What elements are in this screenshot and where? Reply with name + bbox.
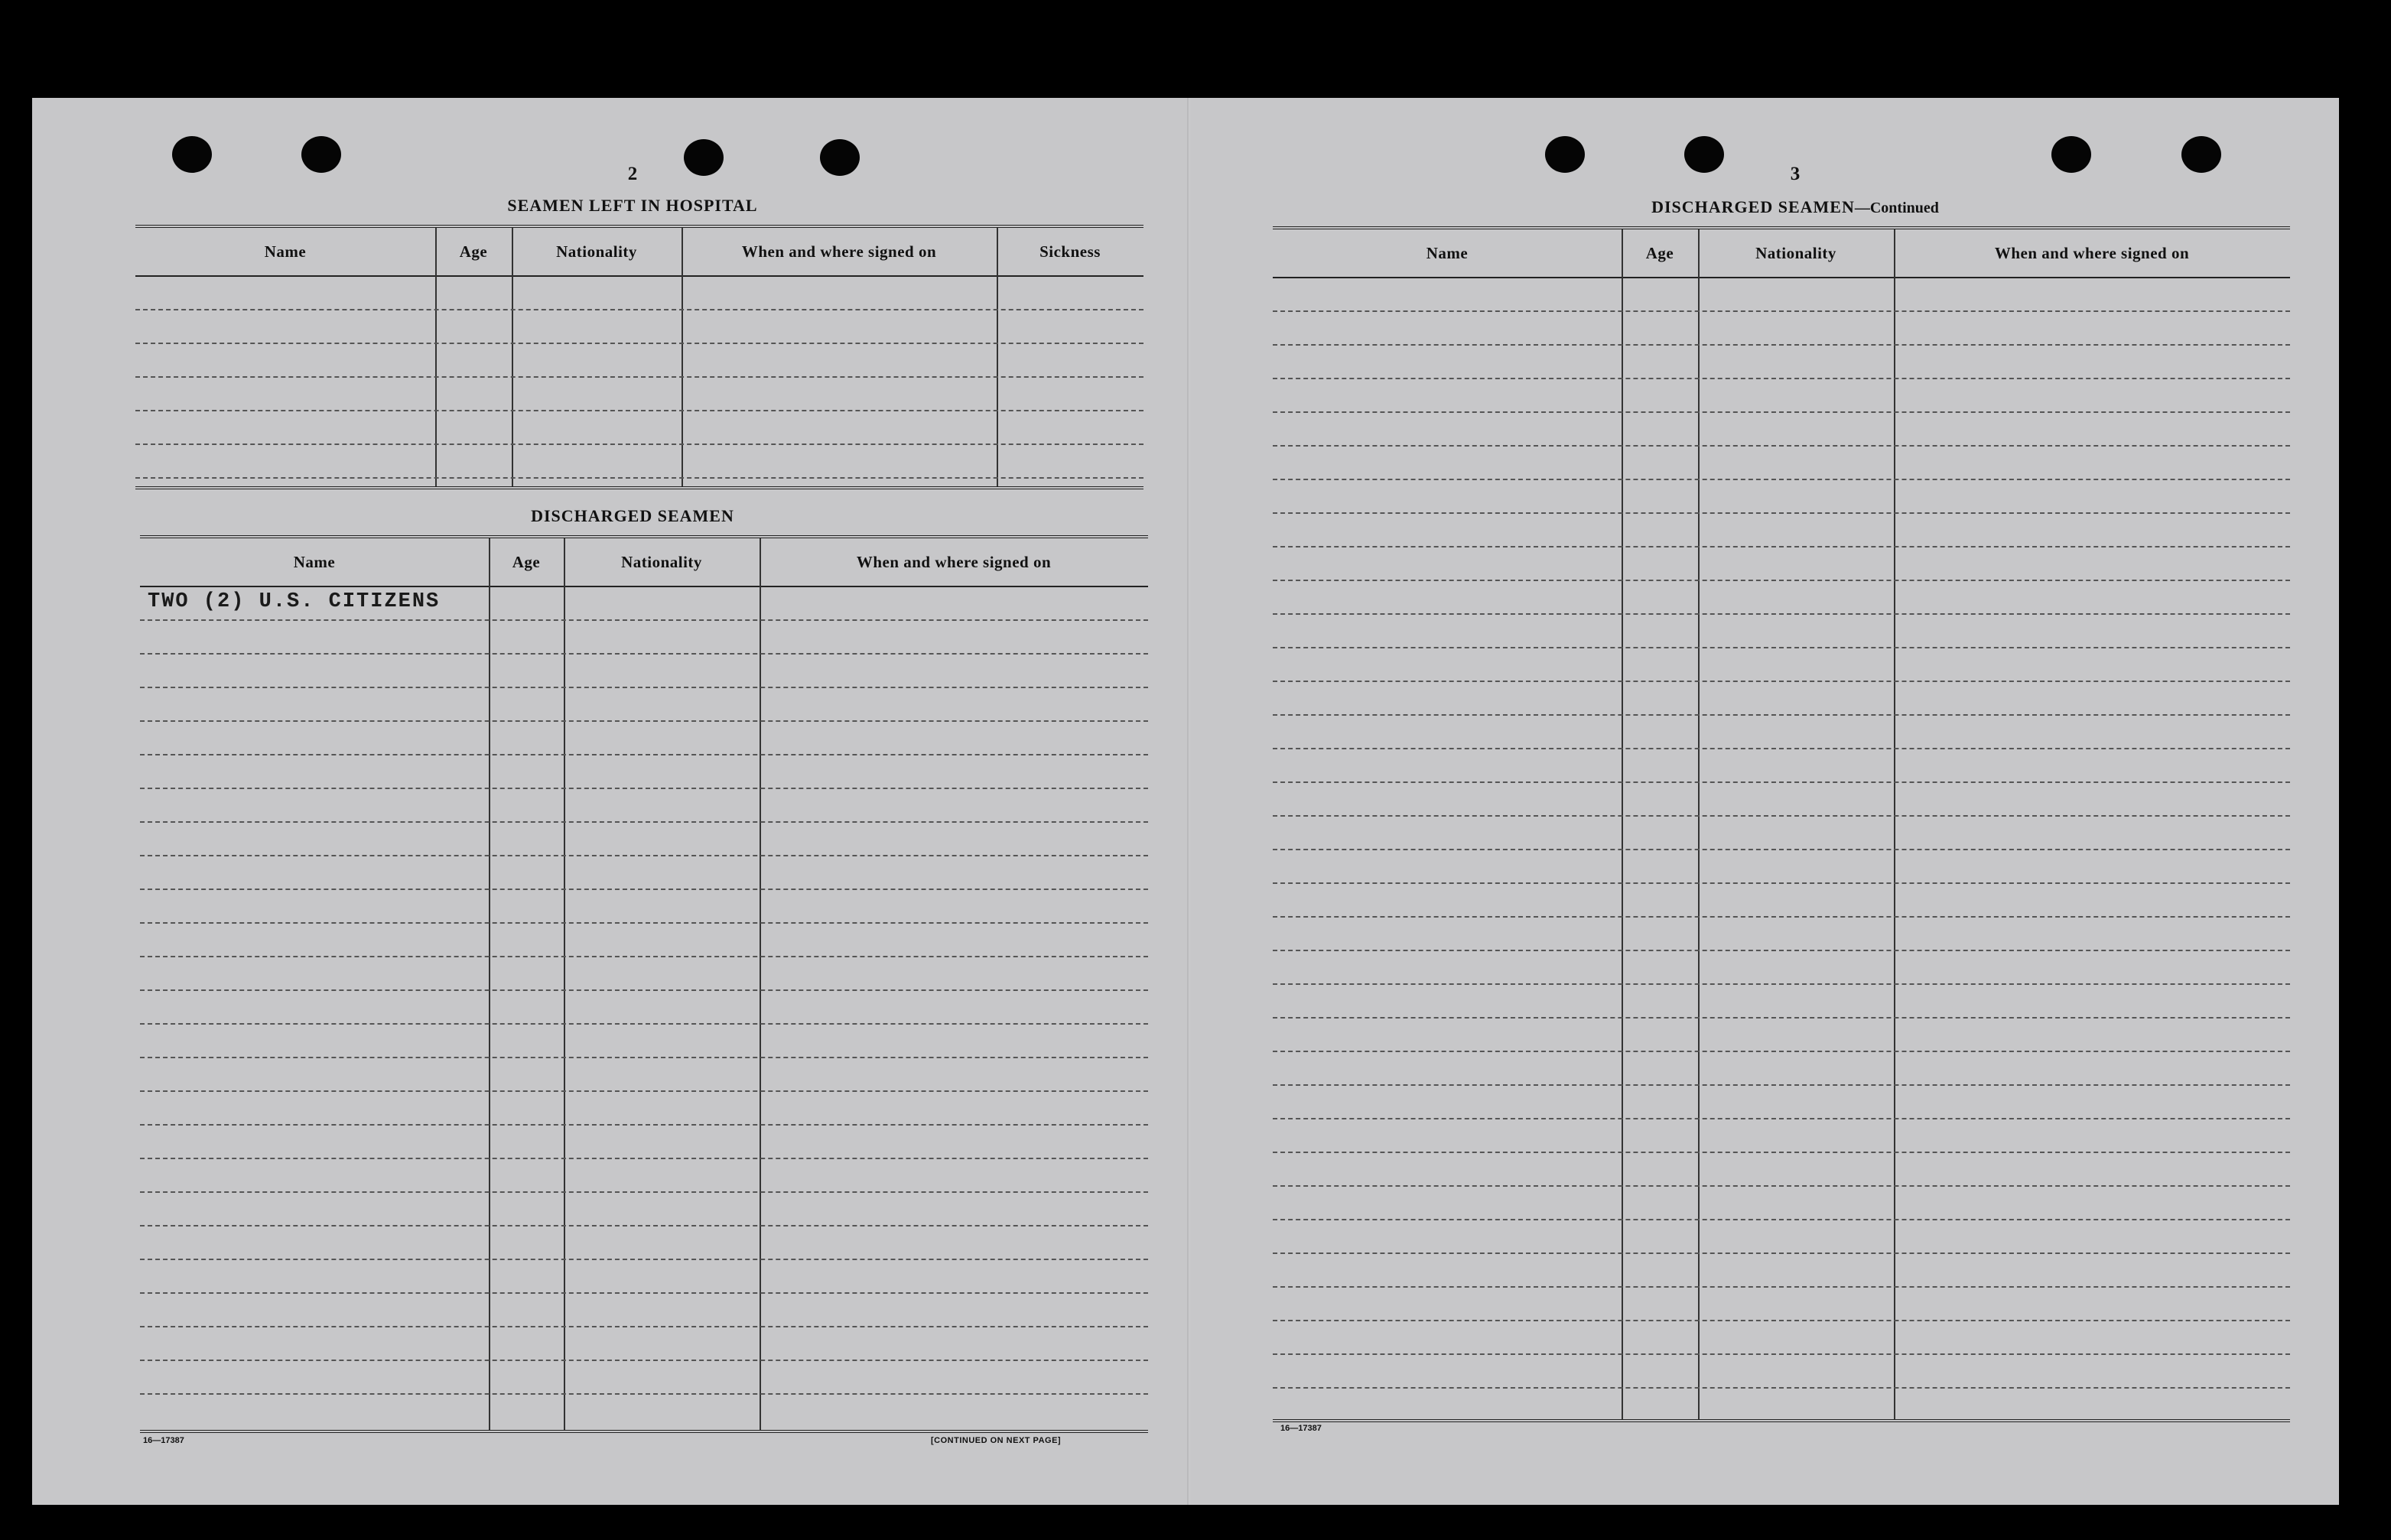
row-line <box>140 1259 1148 1260</box>
discharged-table <box>140 535 1148 1433</box>
hospital-table <box>135 225 1143 489</box>
row-line <box>1273 445 2290 447</box>
row-line <box>140 1292 1148 1294</box>
row-line <box>1273 1185 2290 1187</box>
row-line <box>1273 1118 2290 1119</box>
column-header-name: Name <box>1426 243 1469 262</box>
row-line <box>1273 882 2290 884</box>
column-divider <box>997 228 998 486</box>
row-line <box>1273 512 2290 514</box>
row-line <box>1273 1219 2290 1220</box>
row-line <box>1273 1286 2290 1288</box>
row-line <box>1273 1152 2290 1153</box>
row-line <box>140 1158 1148 1159</box>
column-header-age: Age <box>1645 243 1674 262</box>
discharged-continued-table <box>1273 226 2290 1422</box>
column-divider <box>682 228 683 486</box>
table-header <box>140 538 1148 587</box>
section-title-text: DISCHARGED SEAMEN <box>1651 197 1855 216</box>
row-line <box>135 410 1143 411</box>
row-line <box>1273 950 2290 951</box>
row-line <box>1273 815 2290 817</box>
row-line <box>140 855 1148 856</box>
row-line <box>140 1326 1148 1327</box>
row-line <box>1273 546 2290 547</box>
row-line <box>140 788 1148 789</box>
table-header <box>1273 229 2290 278</box>
form-code: 16—17387 <box>143 1436 184 1445</box>
row-line <box>1273 479 2290 480</box>
discharged-section-title: DISCHARGED SEAMEN <box>531 506 734 525</box>
form-code: 16—17387 <box>1280 1424 1322 1433</box>
row-line <box>1273 344 2290 346</box>
row-line <box>135 477 1143 479</box>
row-line <box>140 989 1148 991</box>
column-header-age: Age <box>512 552 541 571</box>
column-header-name: Name <box>293 552 336 571</box>
row-line <box>140 956 1148 957</box>
discharged-entry: TWO (2) U.S. CITIZENS <box>148 590 441 613</box>
column-divider <box>1894 229 1895 1419</box>
row-line <box>140 754 1148 755</box>
page-number: 2 <box>627 164 638 184</box>
row-line <box>1273 1353 2290 1355</box>
row-line <box>135 443 1143 445</box>
row-line <box>140 1393 1148 1395</box>
column-header-name: Name <box>264 242 307 261</box>
row-line <box>140 821 1148 823</box>
column-divider <box>1698 229 1700 1419</box>
row-line <box>140 922 1148 924</box>
right-page <box>1264 98 2327 1505</box>
row-line <box>1273 647 2290 648</box>
page-number: 3 <box>1790 164 1801 184</box>
row-line <box>1273 1252 2290 1254</box>
row-line <box>1273 378 2290 379</box>
column-header-signed-on: When and where signed on <box>856 552 1052 571</box>
column-divider <box>564 538 565 1430</box>
row-line <box>140 653 1148 655</box>
row-line <box>1273 849 2290 850</box>
column-divider <box>435 228 437 486</box>
column-header-signed-on: When and where signed on <box>741 242 937 261</box>
row-line <box>135 309 1143 310</box>
row-line <box>1273 681 2290 682</box>
row-line <box>1273 310 2290 312</box>
row-line <box>140 687 1148 688</box>
row-line <box>140 889 1148 890</box>
column-header-nationality: Nationality <box>1755 243 1836 262</box>
row-line <box>140 1124 1148 1126</box>
row-line <box>140 1191 1148 1193</box>
row-line <box>140 1225 1148 1226</box>
page-fold <box>1187 98 1190 1505</box>
row-line <box>140 1057 1148 1058</box>
row-line <box>1273 1387 2290 1389</box>
row-line <box>1273 916 2290 918</box>
row-line <box>140 1090 1148 1092</box>
discharged-continued-title <box>1264 197 2327 217</box>
column-header-signed-on: When and where signed on <box>1994 243 2190 262</box>
row-line <box>1273 613 2290 615</box>
table-header <box>135 228 1143 277</box>
column-header-nationality: Nationality <box>556 242 637 261</box>
document-sheet <box>32 98 2339 1505</box>
row-line <box>1273 748 2290 749</box>
row-line <box>1273 781 2290 783</box>
section-title-suffix: —Continued <box>1854 200 1939 216</box>
row-line <box>1273 1017 2290 1019</box>
row-line <box>135 376 1143 378</box>
row-line <box>140 1023 1148 1025</box>
left-page <box>105 98 1160 1505</box>
row-line <box>140 619 1148 621</box>
column-divider <box>489 538 490 1430</box>
row-line <box>135 343 1143 344</box>
continued-note: [CONTINUED ON NEXT PAGE] <box>931 1436 1062 1445</box>
hospital-section-title: SEAMEN LEFT IN HOSPITAL <box>507 196 758 215</box>
row-line <box>1273 714 2290 716</box>
column-header-sickness: Sickness <box>1039 242 1101 261</box>
row-line <box>1273 411 2290 413</box>
row-line <box>140 1360 1148 1361</box>
column-divider <box>512 228 513 486</box>
row-line <box>1273 1051 2290 1052</box>
column-header-nationality: Nationality <box>621 552 702 571</box>
row-line <box>1273 983 2290 985</box>
column-divider <box>1622 229 1623 1419</box>
row-line <box>1273 580 2290 581</box>
row-line <box>140 720 1148 722</box>
row-line <box>1273 1084 2290 1086</box>
column-header-age: Age <box>459 242 488 261</box>
column-divider <box>760 538 761 1430</box>
row-line <box>1273 1320 2290 1321</box>
